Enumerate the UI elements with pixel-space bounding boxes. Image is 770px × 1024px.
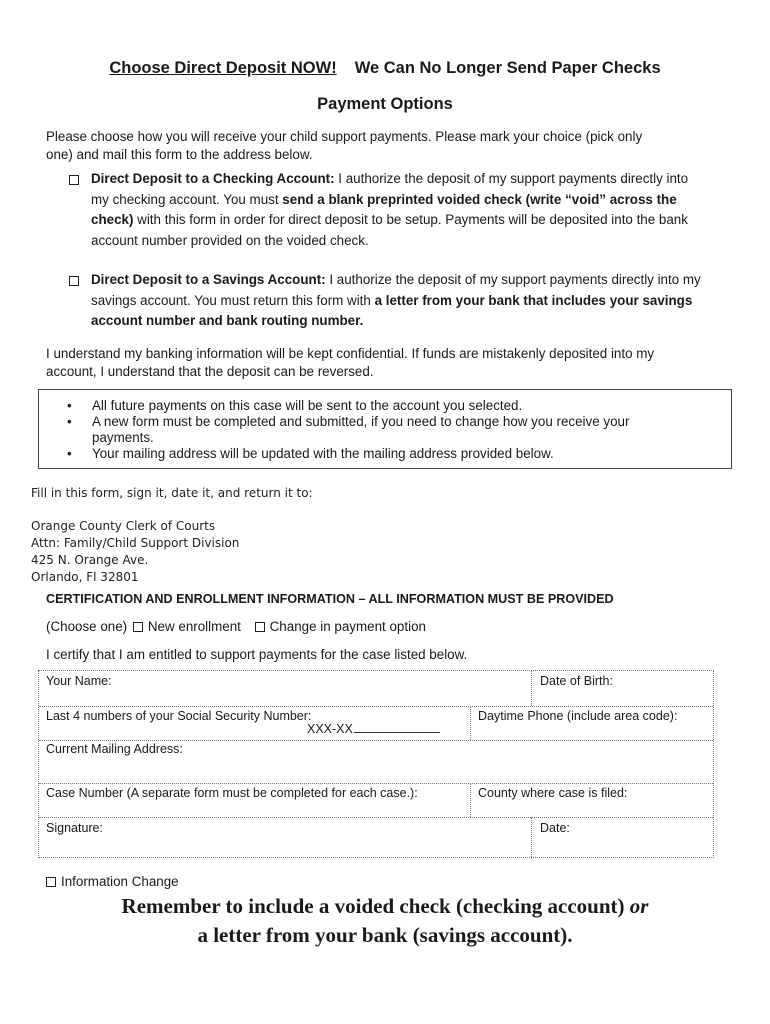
- checkbox-icon: [255, 622, 265, 632]
- change-option-checkbox[interactable]: Change in payment option: [255, 619, 426, 634]
- notice-list: [39, 398, 731, 462]
- signature-field[interactable]: Signature:: [46, 821, 103, 835]
- checkbox-icon: [133, 622, 143, 632]
- certify-statement: I certify that I am entitled to support payments for the case listed below.: [46, 647, 468, 662]
- your-name-field[interactable]: Your Name:: [46, 674, 112, 688]
- ssn-value: XXX-XX: [307, 722, 440, 737]
- savings-checkbox[interactable]: [69, 272, 87, 290]
- enrollment-form: [38, 670, 714, 858]
- date-field[interactable]: Date:: [540, 821, 570, 835]
- return-instructions: Fill in this form, sign it, date it, and return it to:: [31, 486, 313, 500]
- confidential-paragraph: I understand my banking information will be kept confidential. If funds are mistakenly deposited into my account, I understand that the deposit can be reversed.: [46, 346, 655, 379]
- title-direct-deposit: Choose Direct Deposit NOW!: [109, 59, 337, 77]
- mailing-address-field[interactable]: Current Mailing Address:: [46, 742, 183, 756]
- certification-heading: CERTIFICATION AND ENROLLMENT INFORMATION – ALL INFORMATION MUST BE PROVIDED: [46, 592, 614, 606]
- information-change-checkbox[interactable]: Information Change: [46, 873, 179, 891]
- daytime-phone-field[interactable]: Daytime Phone (include area code):: [478, 709, 678, 723]
- notice-item: • All future payments on this case will be sent to the account you selected.: [39, 398, 731, 414]
- enrollment-choice: (Choose one) New enrollment Change in payment option: [46, 619, 426, 634]
- new-enrollment-checkbox[interactable]: New enrollment: [133, 619, 241, 634]
- title-no-paper-checks: We Can No Longer Send Paper Checks: [354, 59, 661, 77]
- page-subtitle: Payment Options: [317, 95, 453, 113]
- mailing-address: Orange County Clerk of Courts Attn: Family/Child Support Division 425 N. Orange Ave. Orlando, Fl 32801: [31, 519, 240, 584]
- county-field[interactable]: County where case is filed:: [478, 786, 628, 800]
- checkbox-icon: [69, 175, 79, 185]
- page-title: [0, 59, 770, 78]
- date-of-birth-field[interactable]: Date of Birth:: [540, 674, 613, 688]
- intro-paragraph: Please choose how you will receive your child support payments. Please mark your choice (pick only one) and mail this form to the address below.: [46, 129, 643, 162]
- checking-checkbox[interactable]: [69, 171, 87, 189]
- notice-item: • Your mailing address will be updated with the mailing address provided below.: [39, 446, 731, 462]
- savings-option-text: Direct Deposit to a Savings Account: I authorize the deposit of my support payments directly into my savings account. You must return this form with a letter from your bank that includes your savings account number and bank routing number.: [91, 272, 701, 329]
- checkbox-icon: [46, 877, 56, 887]
- ssn-field[interactable]: Last 4 numbers of your Social Security Number:: [46, 709, 312, 723]
- closing-reminder: Remember to include a voided check (checking account) or a letter from your bank (savings account).: [121, 894, 649, 947]
- case-number-field[interactable]: Case Number (A separate form must be completed for each case.):: [46, 786, 418, 800]
- checking-option-text: Direct Deposit to a Checking Account: I authorize the deposit of my support payments directly into my checking account. You must send a blank preprinted voided check (write “void” across the check) with this form in order for direct deposit to be setup. Payments will be deposited into the bank account number provided on the voided check.: [91, 171, 689, 249]
- notice-box: [38, 389, 732, 469]
- notice-item: • A new form must be completed and submitted, if you need to change how you receive your payments.: [39, 414, 731, 446]
- checkbox-icon: [69, 276, 79, 286]
